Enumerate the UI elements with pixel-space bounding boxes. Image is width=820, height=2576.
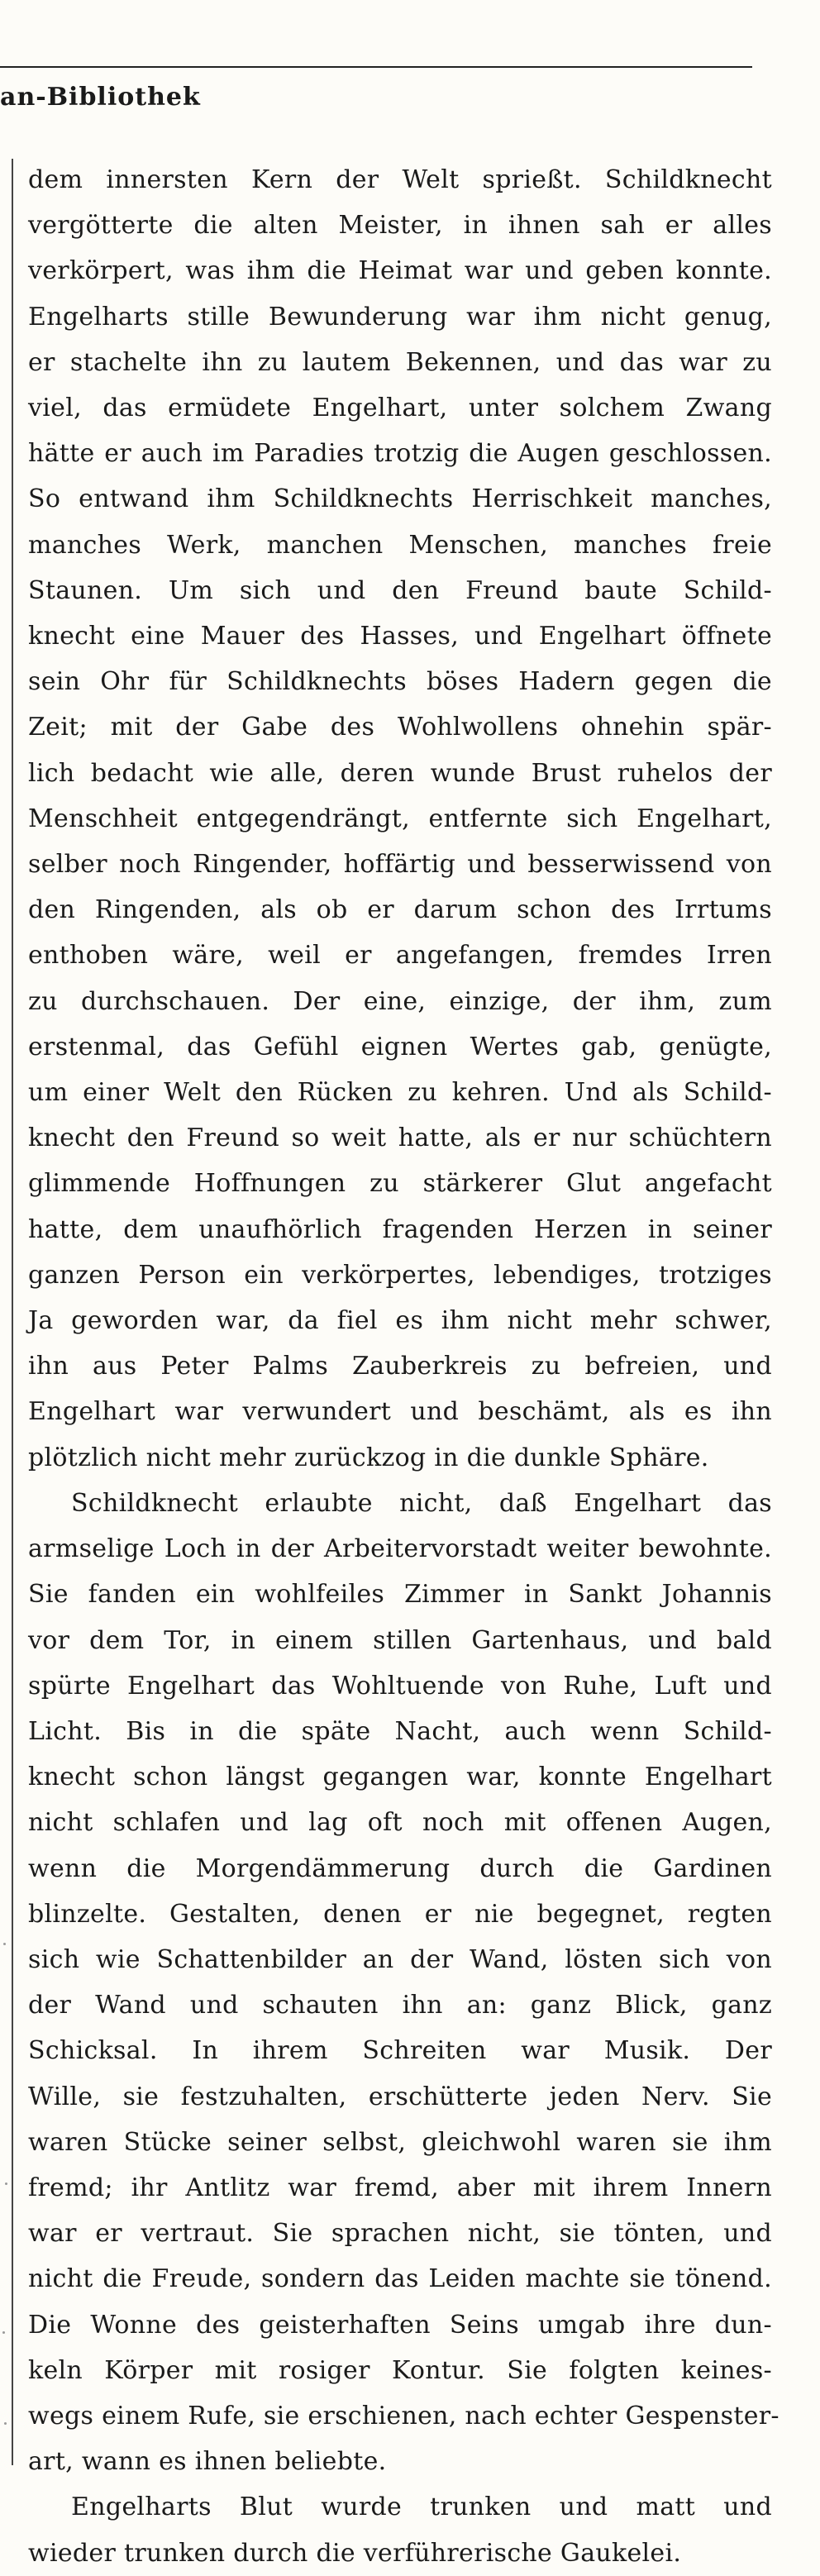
text-line: dem innersten Kern der Welt sprießt. Schildknecht	[28, 165, 772, 194]
text-line: zu durchschauen. Der eine, einzige, der ihm, zum	[28, 986, 772, 1016]
column-divider-rule	[12, 159, 13, 2465]
text-line: knecht den Freund so weit hatte, als er nur schüchtern	[28, 1123, 772, 1153]
text-line: sein Ohr für Schildknechts böses Hadern gegen die	[28, 667, 772, 697]
text-line: knecht schon längst gegangen war, konnte Engelhart	[28, 1763, 772, 1792]
text-line: verkörpert, was ihm die Heimat war und geben konnte.	[28, 256, 772, 286]
text-line: knecht eine Mauer des Hasses, und Engelhart öffnete	[28, 622, 772, 651]
text-line: Schicksal. In ihrem Schreiten war Musik. Der	[28, 2036, 772, 2066]
text-line: wenn die Morgendämmerung durch die Gardinen	[28, 1853, 772, 1883]
text-line: nicht schlafen und lag oft noch mit offenen Augen,	[28, 1808, 772, 1838]
text-line: nicht die Freude, sondern das Leiden machte sie tönend.	[28, 2264, 772, 2294]
text-line: glimmende Hoffnungen zu stärkerer Glut angefacht	[28, 1169, 772, 1199]
text-line: um einer Welt den Rücken zu kehren. Und als Schild-	[28, 1078, 772, 1108]
text-line: Engelharts stille Bewunderung war ihm nicht genug,	[28, 302, 772, 332]
paragraph-3	[28, 2484, 772, 2575]
text-line: hatte, dem unaufhörlich fragenden Herzen in seiner	[28, 1214, 772, 1244]
text-line: Staunen. Um sich und den Freund baute Schild-	[28, 575, 772, 605]
text-line: viel, das ermüdete Engelhart, unter solchem Zwang	[28, 394, 772, 423]
scan-speck	[4, 2422, 7, 2425]
text-line: erstenmal, das Gefühl eignen Wertes gab, genügte,	[28, 1032, 772, 1061]
text-line: Zeit; mit der Gabe des Wohlwollens ohnehin spär-	[28, 713, 772, 742]
scan-speck	[2, 2331, 5, 2334]
text-line: lich bedacht wie alle, deren wunde Brust ruhelos der	[28, 758, 772, 788]
paragraph-1	[28, 157, 772, 1481]
text-line: Ja geworden war, da fiel es ihm nicht mehr schwer,	[28, 1306, 772, 1336]
running-head: an-Bibliothek	[0, 83, 201, 112]
text-line: So entwand ihm Schildknechts Herrischkeit manches,	[28, 484, 772, 514]
text-line: blinzelte. Gestalten, denen er nie begegnet, regten	[28, 1899, 772, 1929]
text-line: war er vertraut. Sie sprachen nicht, sie tönten, und	[28, 2219, 772, 2249]
scan-speck	[5, 2182, 7, 2185]
text-line: selber noch Ringender, hoffärtig und besserwissend von	[28, 850, 772, 880]
text-line: keln Körper mit rosiger Kontur. Sie folgten keines-	[28, 2355, 772, 2385]
text-line: enthoben wäre, weil er angefangen, fremdes Irren	[28, 941, 772, 971]
text-line: Engelharts Blut wurde trunken und matt und	[71, 2493, 772, 2522]
text-line: er stachelte ihn zu lautem Bekennen, und das war zu	[28, 347, 772, 377]
text-line: Schildknecht erlaubte nicht, daß Engelhart das	[71, 1488, 772, 1518]
paragraph-2	[28, 1481, 779, 2484]
text-line: waren Stücke seiner selbst, gleichwohl waren sie ihm	[28, 2127, 772, 2157]
text-line: hätte er auch im Paradies trotzig die Augen geschlossen.	[28, 439, 772, 469]
text-line: Wille, sie festzuhalten, erschütterte jeden Nerv. Sie	[28, 2082, 772, 2111]
text-line: ganzen Person ein verkörpertes, lebendiges, trotziges	[28, 1260, 772, 1290]
text-line: ihn aus Peter Palms Zauberkreis zu befreien, und	[28, 1352, 772, 1381]
text-line: den Ringenden, als ob er darum schon des Irrtums	[28, 895, 772, 925]
running-head-rule	[0, 66, 752, 68]
text-line: sich wie Schattenbilder an der Wand, lösten sich von	[28, 1944, 772, 1974]
text-line: vor dem Tor, in einem stillen Gartenhaus, und bald	[28, 1625, 772, 1655]
text-line: Licht. Bis in die späte Nacht, auch wenn Schild-	[28, 1716, 772, 1746]
text-line: armselige Loch in der Arbeitervorstadt weiter bewohnte.	[28, 1534, 772, 1564]
text-column	[28, 157, 779, 2576]
text-line: spürte Engelhart das Wohltuende von Ruhe, Luft und	[28, 1671, 772, 1701]
text-line: plötzlich nicht mehr zurückzog in die dunkle Sphäre.	[28, 1443, 709, 1472]
text-line: wieder trunken durch die verführerische Gaukelei.	[28, 2538, 682, 2568]
text-line: der Wand und schauten ihn an: ganz Blick, ganz	[28, 1991, 772, 2020]
text-line: fremd; ihr Antlitz war fremd, aber mit ihrem Innern	[28, 2173, 772, 2202]
text-line: vergötterte die alten Meister, in ihnen sah er alles	[28, 211, 772, 241]
text-line: manches Werk, manchen Menschen, manches freie	[28, 530, 772, 560]
text-line: art, wann es ihnen beliebte.	[28, 2447, 387, 2477]
text-line: wegs einem Rufe, sie erschienen, nach echter Gespenster-	[28, 2401, 779, 2431]
text-line: Engelhart war verwundert und beschämt, als es ihn	[28, 1397, 772, 1427]
scan-speck	[3, 1943, 6, 1945]
text-line: Die Wonne des geisterhaften Seins umgab ihre dun-	[28, 2310, 772, 2340]
text-line: Menschheit entgegendrängt, entfernte sich Engelhart,	[28, 804, 772, 833]
text-line: Sie fanden ein wohlfeiles Zimmer in Sankt Johannis	[28, 1580, 772, 1610]
